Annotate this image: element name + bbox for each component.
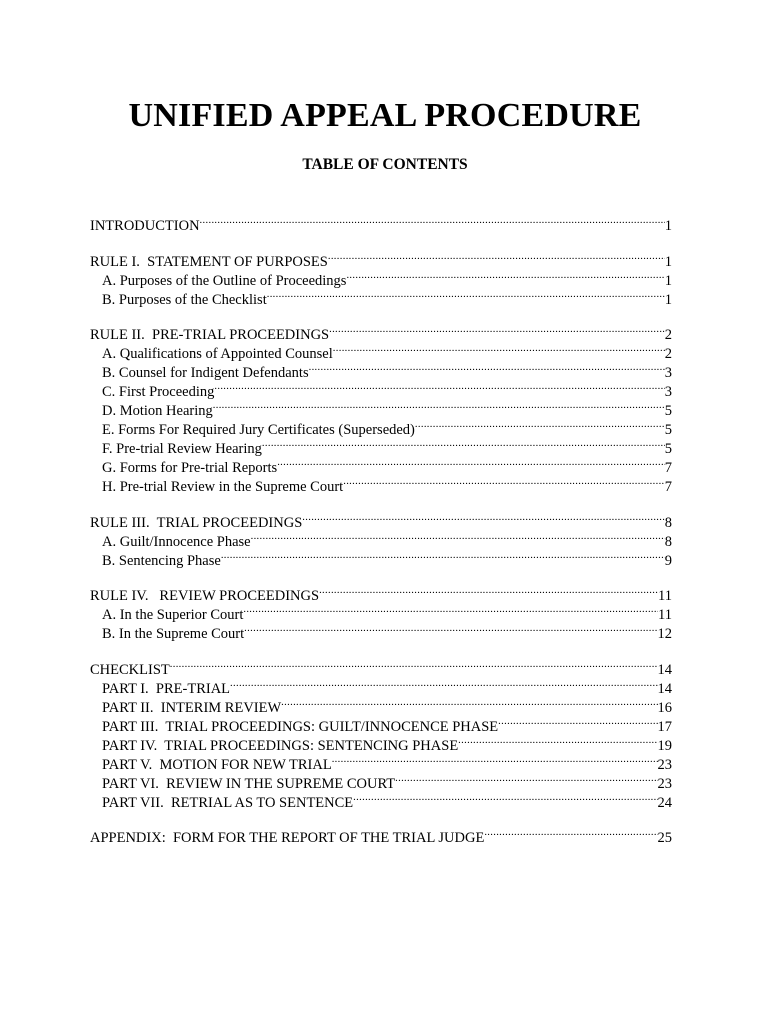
toc-entry[interactable] <box>90 655 672 678</box>
toc-page-number: 7 <box>664 460 672 476</box>
toc-page-number: 17 <box>657 718 672 735</box>
toc-entry-title: A. Qualifications of Appointed Counsel <box>102 346 333 362</box>
toc-entry-title: PART V. MOTION FOR NEW TRIAL <box>102 756 332 773</box>
dot-leader <box>333 339 665 358</box>
toc-entry-title: F. Pre-trial Review Hearing <box>102 441 262 457</box>
toc-entry[interactable] <box>90 247 672 270</box>
toc-entry-title: PART VI. REVIEW IN THE SUPREME COURT <box>102 775 396 792</box>
dot-leader <box>353 788 657 807</box>
table-of-contents-heading: TABLE OF CONTENTS <box>302 156 468 173</box>
dot-leader <box>332 750 658 769</box>
document-title: UNIFIED APPEAL PROCEDURE <box>128 97 642 134</box>
toc-page-number: 25 <box>657 830 672 846</box>
toc-entry-title: RULE III. TRIAL PROCEEDINGS <box>90 514 303 531</box>
toc-entry[interactable] <box>90 320 672 343</box>
toc-entry-title: B. Purposes of the Checklist <box>102 291 267 308</box>
toc-page-number: 7 <box>664 479 672 495</box>
toc-page-number: 8 <box>664 533 672 550</box>
dot-leader <box>343 472 665 491</box>
toc-entry-title: B. Sentencing Phase <box>102 552 221 569</box>
toc-page-number: 3 <box>664 384 672 400</box>
toc-entry-title: B. In the Supreme Court <box>102 626 245 642</box>
dot-leader <box>309 358 665 377</box>
toc-entry-title: RULE I. STATEMENT OF PURPOSES <box>90 253 328 270</box>
toc-page-number: 1 <box>664 272 672 289</box>
dot-leader <box>214 377 664 396</box>
toc-entry-title: C. First Proceeding <box>102 384 215 400</box>
dot-leader <box>230 674 657 693</box>
dot-leader <box>329 320 665 339</box>
dot-leader <box>251 527 665 546</box>
toc-page-number: 23 <box>657 756 672 773</box>
toc-page-number: 24 <box>657 794 672 811</box>
dot-leader <box>346 266 664 285</box>
dot-leader <box>458 731 657 750</box>
toc-entry-title: APPENDIX: FORM FOR THE REPORT OF THE TRIAL JUDGE <box>90 830 485 846</box>
toc-page-number: 14 <box>657 680 672 697</box>
toc-page-number: 2 <box>664 346 672 362</box>
table-of-contents <box>90 211 672 846</box>
toc-entry-title: PART III. TRIAL PROCEEDINGS: GUILT/INNOCENCE PHASE <box>102 718 499 735</box>
dot-leader <box>319 581 658 600</box>
toc-entry[interactable] <box>90 823 672 846</box>
toc-entry-title: A. Purposes of the Outline of Proceedings <box>102 272 347 289</box>
toc-page-number: 3 <box>664 365 672 381</box>
toc-entry-title: RULE IV. REVIEW PROCEEDINGS <box>90 588 320 604</box>
dot-leader <box>243 600 658 619</box>
toc-page-number: 5 <box>664 403 672 419</box>
dot-leader <box>415 415 665 434</box>
dot-leader <box>498 712 657 731</box>
dot-leader <box>277 453 665 472</box>
toc-entry-title: PART VII. RETRIAL AS TO SENTENCE <box>102 794 354 811</box>
dot-leader <box>267 285 665 304</box>
toc-entry-title: RULE II. PRE-TRIAL PROCEEDINGS <box>90 327 330 343</box>
toc-page-number: 9 <box>664 552 672 569</box>
dot-leader <box>200 211 665 230</box>
dot-leader <box>170 655 658 674</box>
dot-leader <box>328 247 665 266</box>
toc-entry-title: E. Forms For Required Jury Certificates (Superseded) <box>102 422 415 438</box>
dot-leader <box>395 769 657 788</box>
toc-page-number: 19 <box>657 737 672 754</box>
toc-page-number: 14 <box>657 661 672 678</box>
toc-page-number: 11 <box>658 607 672 623</box>
dot-leader <box>221 546 665 565</box>
toc-entry-title: PART I. PRE-TRIAL <box>102 680 231 697</box>
toc-page-number: 12 <box>657 626 672 642</box>
dot-leader <box>213 396 665 415</box>
dot-leader <box>262 434 665 453</box>
toc-entry[interactable] <box>90 211 672 234</box>
dot-leader <box>484 823 657 842</box>
toc-page-number: 16 <box>657 699 672 716</box>
toc-entry-title: PART II. INTERIM REVIEW <box>102 699 282 716</box>
dot-leader <box>244 619 657 638</box>
toc-page-number: 1 <box>664 253 672 270</box>
toc-page-number: 2 <box>664 327 672 343</box>
toc-entry-title: PART IV. TRIAL PROCEEDINGS: SENTENCING PHASE <box>102 737 459 754</box>
toc-entry-title: CHECKLIST <box>90 661 170 678</box>
toc-page-number: 1 <box>664 218 672 234</box>
toc-page-number: 8 <box>664 514 672 531</box>
toc-subentry[interactable] <box>90 674 672 697</box>
toc-entry-title: G. Forms for Pre-trial Reports <box>102 460 278 476</box>
toc-entry-title: A. Guilt/Innocence Phase <box>102 533 251 550</box>
toc-entry-title: H. Pre-trial Review in the Supreme Court <box>102 479 344 495</box>
toc-entry-title: A. In the Superior Court <box>102 607 244 623</box>
toc-page-number: 1 <box>664 291 672 308</box>
toc-page-number: 5 <box>664 441 672 457</box>
toc-page-number: 23 <box>657 775 672 792</box>
toc-page-number: 11 <box>658 588 672 604</box>
toc-entry-title: INTRODUCTION <box>90 218 200 234</box>
toc-entry-title: D. Motion Hearing <box>102 403 213 419</box>
toc-entry[interactable] <box>90 508 672 531</box>
toc-page-number: 5 <box>664 422 672 438</box>
dot-leader <box>281 693 657 712</box>
toc-entry[interactable] <box>90 581 672 604</box>
dot-leader <box>302 508 664 527</box>
toc-entry-title: B. Counsel for Indigent Defendants <box>102 365 309 381</box>
